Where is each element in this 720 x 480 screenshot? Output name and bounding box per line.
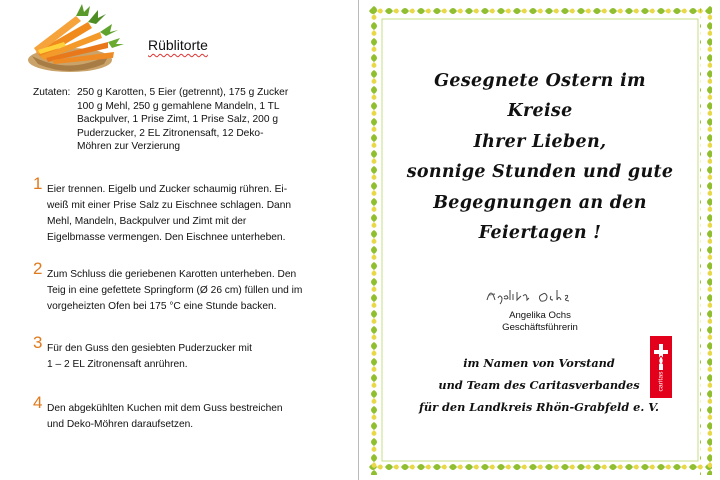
step-line: Für den Guss den gesiebten Puderzucker mit xyxy=(47,343,252,354)
greeting-line: Begegnungen an den xyxy=(433,192,647,213)
step-line: Den abgekühlten Kuchen mit dem Guss bestreichen xyxy=(47,403,283,414)
greeting-line: Ihrer Lieben, xyxy=(473,131,607,152)
step-number: 1 xyxy=(33,174,43,193)
step-text xyxy=(47,182,327,246)
step-number: 4 xyxy=(33,393,43,412)
step-line: weiß mit einer Prise Salz zu Eischnee schlagen. Dann xyxy=(47,200,292,211)
step-line: und Deko-Möhren daraufsetzen. xyxy=(47,419,194,430)
step-line: Zum Schluss die geriebenen Karotten unterheben. Den xyxy=(47,269,297,280)
greeting-card-page xyxy=(360,0,720,480)
step-line: Eigelbmasse vermengen. Den Eischnee unterheben. xyxy=(47,232,286,243)
greeting-line: Feiertagen ! xyxy=(478,223,602,244)
greeting-text xyxy=(400,66,680,248)
step-text xyxy=(47,341,327,373)
signer-name: Angelika Ochs xyxy=(509,310,571,321)
closing-text xyxy=(396,352,682,418)
ingredients-label: Zutaten: xyxy=(33,87,71,98)
recipe-title: Rüblitorte xyxy=(148,37,208,53)
signer-block xyxy=(420,310,660,334)
closing-line: und Team des Caritasverbandes xyxy=(438,378,640,392)
signer-role: Geschäftsführerin xyxy=(502,322,578,333)
ingredients-text xyxy=(77,86,327,154)
step-text xyxy=(47,267,327,315)
step-line: 1 – 2 EL Zitronensaft anrühren. xyxy=(47,359,188,370)
greeting-line: Gesegnete Ostern im Kreise xyxy=(434,71,646,122)
ingredients-line: Möhren zur Verzierung xyxy=(77,141,181,153)
carrot-basket-image xyxy=(18,2,126,74)
step-number: 3 xyxy=(33,333,43,352)
greeting-line: sonnige Stunden und gute xyxy=(406,162,674,183)
step-line: Teig in eine gefettete Springform (Ø 26 cm) füllen und im xyxy=(47,285,303,296)
ingredients-line: 100 g Mehl, 250 g gemahlene Mandeln, 1 TL xyxy=(77,100,280,112)
caritas-logo xyxy=(650,336,672,398)
step-line: vorgeheizten Ofen bei 175 °C eine Stunde backen. xyxy=(47,301,277,312)
closing-line: für den Landkreis Rhön-Grabfeld e. V. xyxy=(419,400,659,414)
caritas-logo-text: caritas xyxy=(657,371,665,392)
step-line: Mehl, Mandeln, Backpulver und Zimt mit der xyxy=(47,216,247,227)
step-text xyxy=(47,401,327,433)
page-fold-divider xyxy=(358,0,359,480)
step-line: Eier trennen. Eigelb und Zucker schaumig rühren. Ei- xyxy=(47,184,288,195)
handwritten-signature xyxy=(485,282,595,306)
ingredients-line: Backpulver, 1 Prise Zimt, 1 Prise Salz, 200 g xyxy=(77,114,279,126)
step-number: 2 xyxy=(33,259,43,278)
closing-line: im Namen von Vorstand xyxy=(463,356,615,370)
ingredients-line: Puderzucker, 2 EL Zitronensaft, 12 Deko- xyxy=(77,127,264,139)
ingredients-line: 250 g Karotten, 5 Eier (getrennt), 175 g Zucker xyxy=(77,87,289,98)
